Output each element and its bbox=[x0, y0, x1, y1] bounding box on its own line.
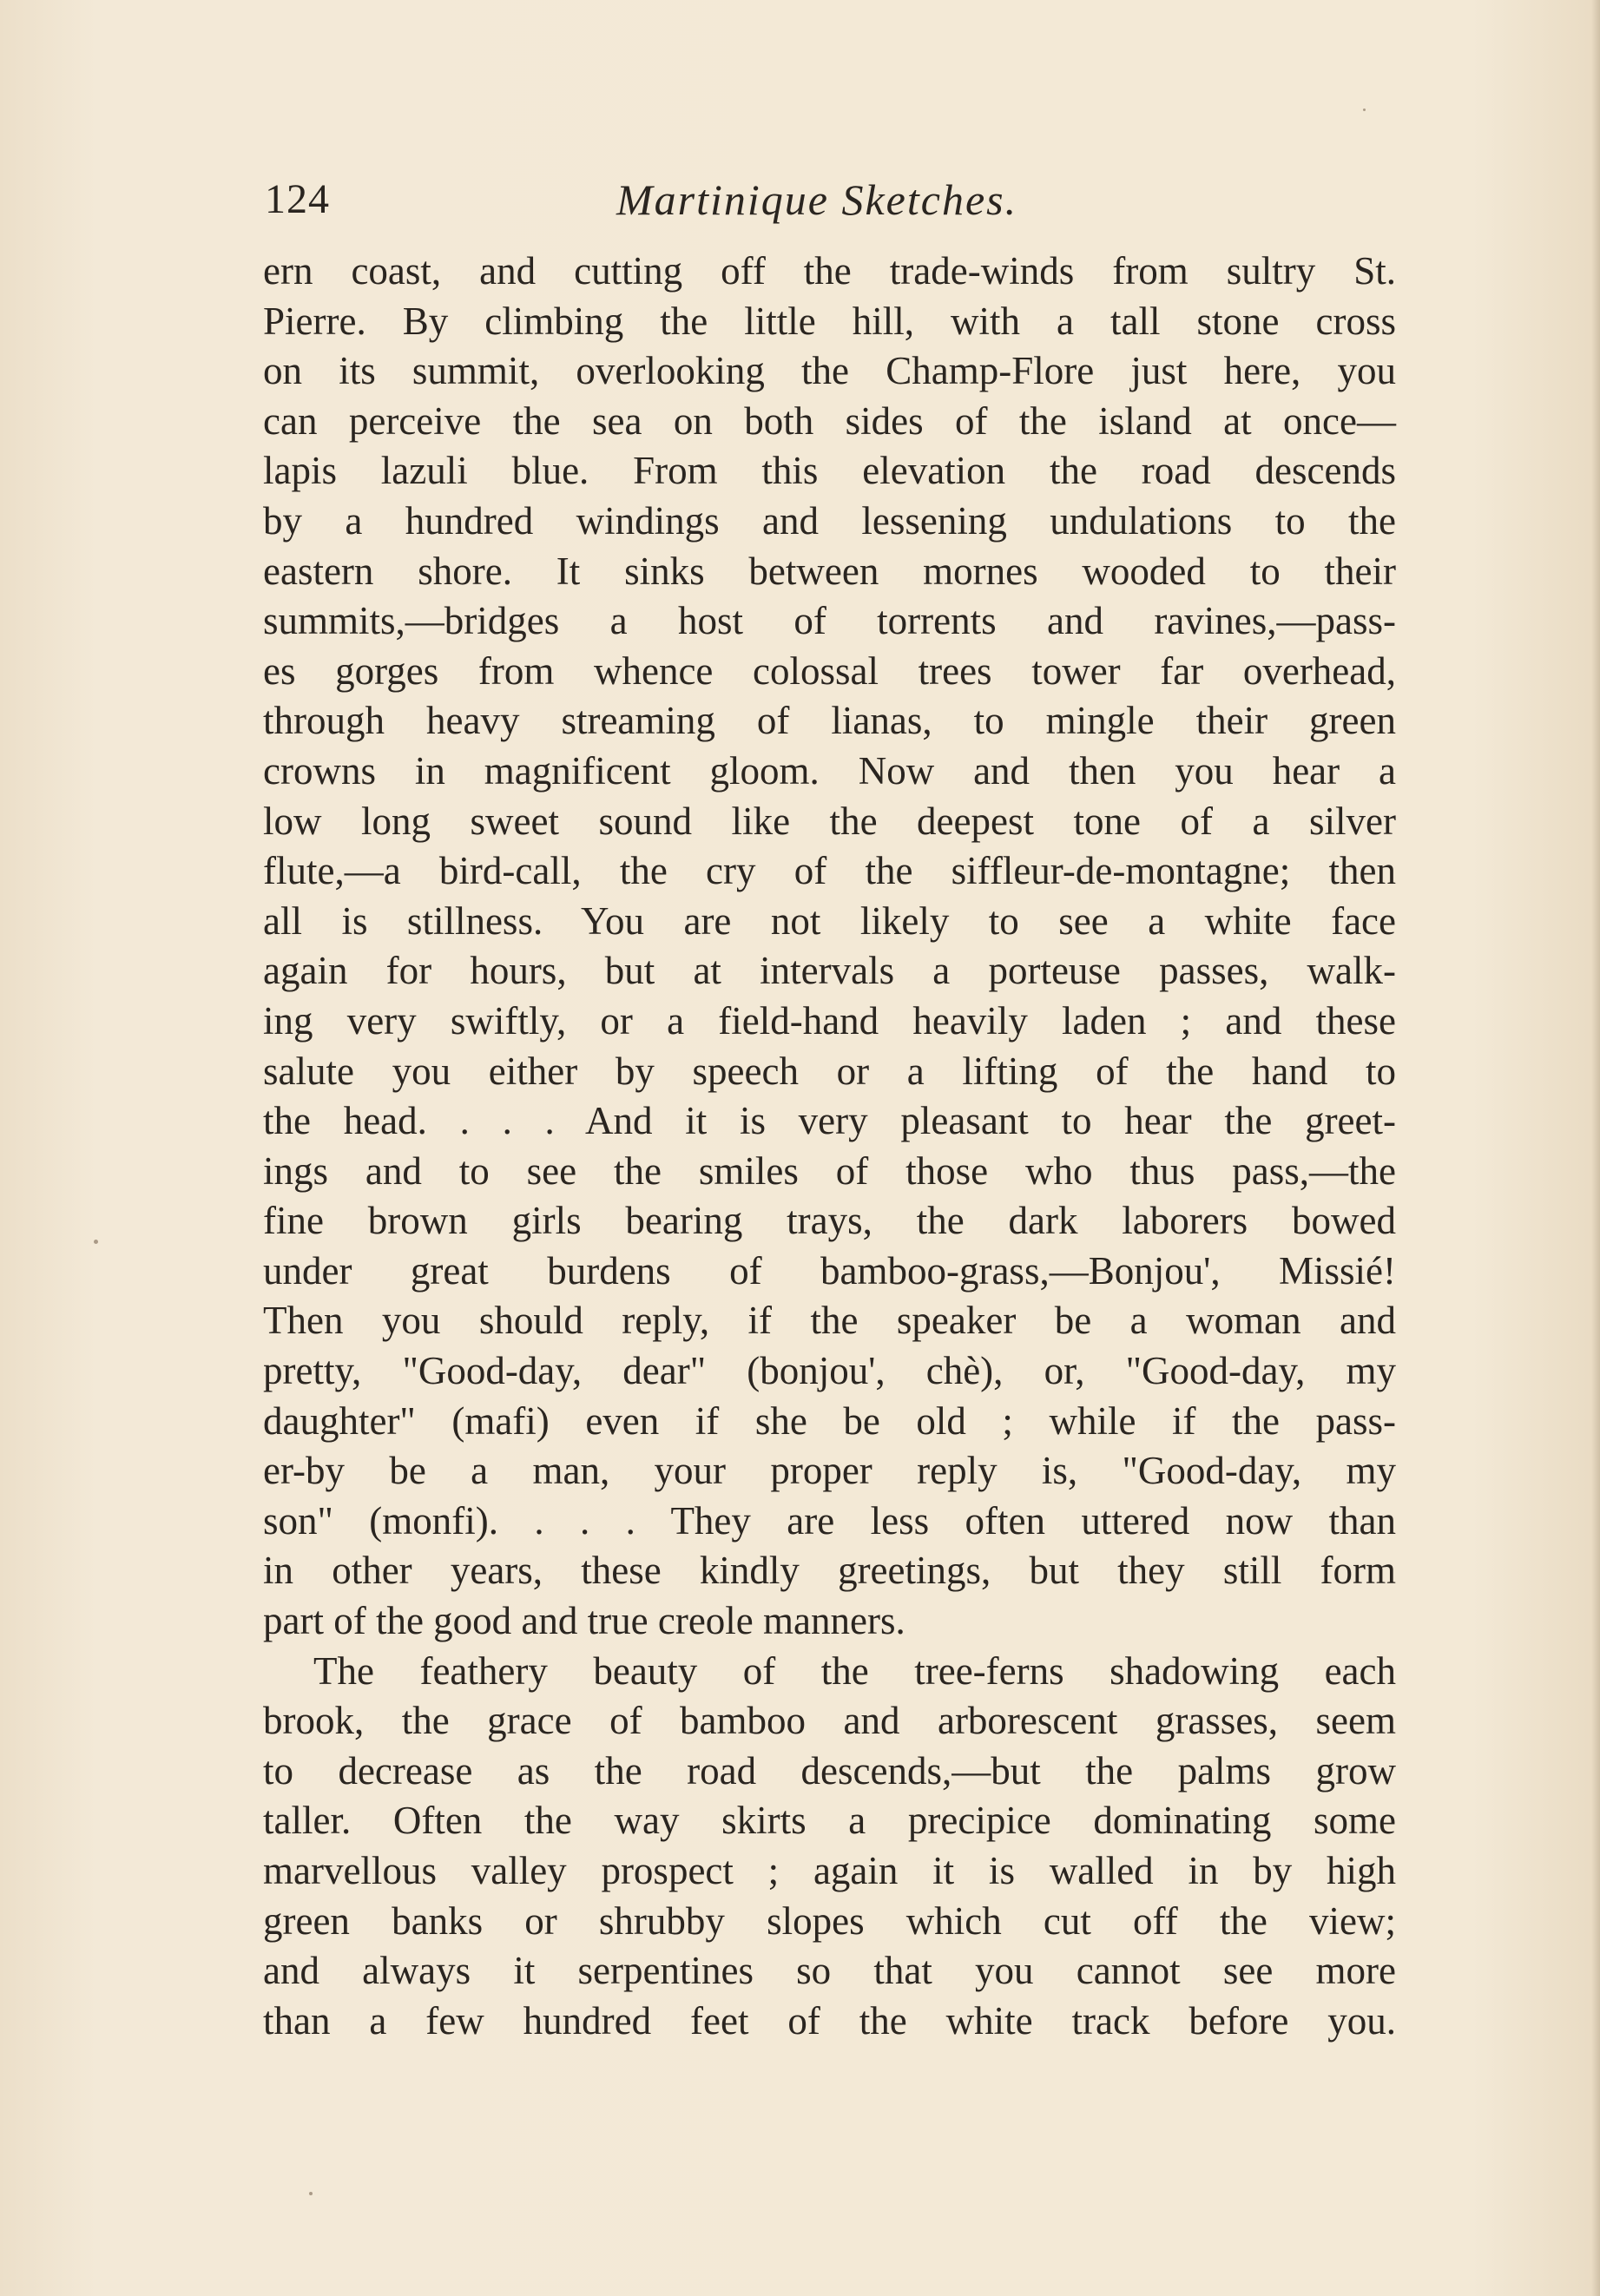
paragraph-1 bbox=[263, 247, 1396, 1647]
text-line: fine brown girls bearing trays, the dark laborers bowed bbox=[263, 1199, 1396, 1243]
text-line: salute you either by speech or a lifting of the hand to bbox=[263, 1049, 1396, 1093]
text-line: by a hundred windings and lessening undulations to the bbox=[263, 498, 1396, 543]
text-line: through heavy streaming of lianas, to mingle their green bbox=[263, 699, 1396, 743]
text-line: in other years, these kindly greetings, but they still form bbox=[263, 1549, 1396, 1593]
text-line: under great burdens of bamboo-grass,—Bonjou', Missié! bbox=[263, 1248, 1396, 1293]
text-line: summits,—bridges a host of torrents and ravines,—pass- bbox=[263, 599, 1396, 643]
text-line: crowns in magnificent gloom. Now and then you hear a bbox=[263, 748, 1396, 793]
text-line: lapis lazuli blue. From this elevation the road descends bbox=[263, 449, 1396, 493]
text-line: on its summit, overlooking the Champ-Flore just here, you bbox=[263, 349, 1396, 393]
text-line: son" (monfi). . . . They are less often uttered now than bbox=[263, 1498, 1396, 1543]
text-line: es gorges from whence colossal trees tower far overhead, bbox=[263, 648, 1396, 693]
text-line: ern coast, and cutting off the trade-winds from sultry St. bbox=[263, 249, 1396, 293]
text-line: pretty, "Good-day, dear" (bonjou', chè), or, "Good-day, my bbox=[263, 1349, 1396, 1393]
text-line: ing very swiftly, or a field-hand heavily laden ; and these bbox=[263, 998, 1396, 1043]
paragraph-2 bbox=[263, 1647, 1396, 2047]
text-line: low long sweet sound like the deepest tone of a silver bbox=[263, 799, 1396, 843]
text-line: green banks or shrubby slopes which cut off the view; bbox=[263, 1898, 1396, 1943]
text-line: Then you should reply, if the speaker be a woman and bbox=[263, 1299, 1396, 1343]
paper-speck bbox=[94, 1240, 98, 1244]
text-line: ings and to see the smiles of those who thus pass,—the bbox=[263, 1148, 1396, 1193]
text-line: part of the good and true creole manners. bbox=[263, 1599, 905, 1643]
text-line: and always it serpentines so that you cannot see more bbox=[263, 1949, 1396, 1993]
text-line: taller. Often the way skirts a precipice dominating some bbox=[263, 1799, 1396, 1843]
text-line: all is stillness. You are not likely to see a white face bbox=[263, 898, 1396, 943]
text-line: daughter" (mafi) even if she be old ; while if the pass- bbox=[263, 1398, 1396, 1443]
text-line: than a few hundred feet of the white track before you. bbox=[263, 1998, 1396, 2043]
text-line: the head. . . . And it is very pleasant to hear the greet- bbox=[263, 1099, 1396, 1143]
body-text bbox=[263, 247, 1396, 2046]
text-line: to decrease as the road descends,—but the palms grow bbox=[263, 1748, 1396, 1793]
text-line: brook, the grace of bamboo and arborescent grasses, seem bbox=[263, 1699, 1396, 1743]
text-line: eastern shore. It sinks between mornes wooded to their bbox=[263, 549, 1396, 593]
paper-speck bbox=[1363, 109, 1366, 111]
running-title: Martinique Sketches. bbox=[616, 175, 1018, 224]
paper-speck bbox=[309, 2192, 313, 2195]
text-line: The feathery beauty of the tree-ferns shadowing each bbox=[313, 1648, 1396, 1693]
text-line: flute,—a bird-call, the cry of the siffleur-de-montagne; then bbox=[263, 849, 1396, 893]
page-edge-shadow bbox=[1591, 0, 1600, 2296]
page-header bbox=[265, 169, 1393, 230]
text-line: again for hours, but at intervals a porteuse passes, walk- bbox=[263, 949, 1396, 993]
text-line: er-by be a man, your proper reply is, "Good-day, my bbox=[263, 1449, 1396, 1493]
page-number: 124 bbox=[265, 176, 330, 222]
text-line: marvellous valley prospect ; again it is walled in by high bbox=[263, 1849, 1396, 1892]
text-line: Pierre. By climbing the little hill, with a tall stone cross bbox=[263, 299, 1396, 343]
text-line: can perceive the sea on both sides of the island at once— bbox=[263, 398, 1396, 443]
